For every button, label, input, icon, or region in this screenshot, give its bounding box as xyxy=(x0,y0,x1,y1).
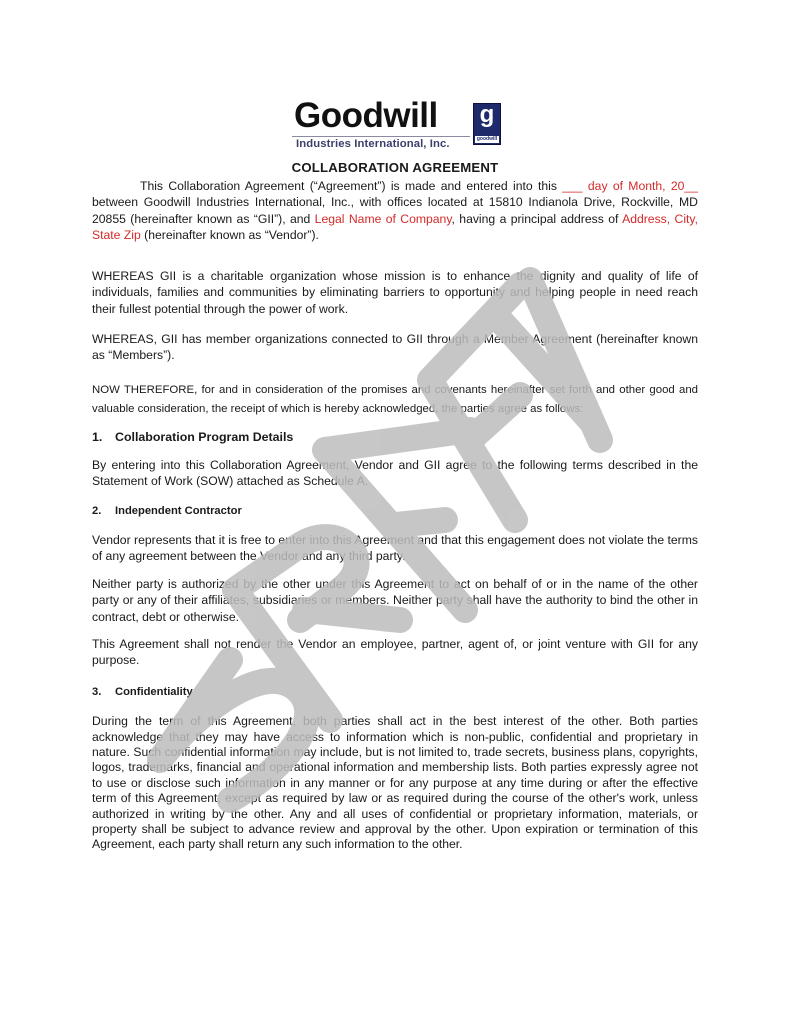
logo-wordmark: Goodwill xyxy=(294,96,438,135)
whereas-paragraph-2: WHEREAS, GII has member organizations connected to GII through a Member Agreement (hereinafter known as “Members”). xyxy=(92,332,698,363)
now-therefore-paragraph: NOW THEREFORE, for and in consideration of the promises and covenants hereinafter set forth and other good and valuable consideration, the receipt of which is hereby acknowledged, the parties agree as follows: xyxy=(92,384,698,416)
logo-divider xyxy=(292,136,470,137)
goodwill-logo xyxy=(290,96,505,152)
address-placeholder: Address, City, State Zip xyxy=(92,211,698,242)
section-3-heading: 3. Confidentiality xyxy=(92,686,193,698)
logo-subtitle: Industries International, Inc. xyxy=(296,138,450,150)
section-2-paragraph-2: Neither party is authorized by the other under this Agreement to act on behalf of or in the name of the other party or any of their affiliates, subsidiaries or members. Neither party shall have the authority to bind the other in contract, debt or otherwise. xyxy=(92,577,698,624)
section-2-paragraph-1: Vendor represents that it is free to enter into this Agreement and that this engagement does not violate the terms of any agreement between the Vendor and any third party. xyxy=(92,533,698,564)
section-2-heading: 2. Independent Contractor xyxy=(92,505,242,517)
section-1-paragraph: By entering into this Collaboration Agreement, Vendor and GII agree to the following terms described in the Statement of Work (SOW) attached as Schedule A. xyxy=(92,458,698,489)
goodwill-smiling-g-icon: g goodwill xyxy=(473,103,501,145)
company-placeholder: Legal Name of Company xyxy=(314,211,452,226)
document-title: COLLABORATION AGREEMENT xyxy=(291,160,499,175)
intro-paragraph: This Collaboration Agreement (“Agreement”) is made and entered into this ___ day of Month, 20__ between Goodwill Industries International, Inc., with offices located at 15810 Indianola Drive, Rockville, MD 20855 (hereinafter known as “GII”), and Legal Name of Company, having a principal address of Address, City, State Zip (hereinafter known as “Vendor”). xyxy=(92,179,698,242)
section-1-heading: 1. Collaboration Program Details xyxy=(92,430,294,444)
whereas-paragraph-1: WHEREAS GII is a charitable organization whose mission is to enhance the dignity and quality of life of individuals, families and communities by eliminating barriers to opportunity and helping people in need reach their fullest potential through the power of work. xyxy=(92,269,698,316)
section-2-paragraph-3: This Agreement shall not render the Vendor an employee, partner, agent of, or joint venture with GII for any purpose. xyxy=(92,637,698,668)
section-3-paragraph: During the term of this Agreement, both parties shall act in the best interest of the other. Both parties acknowledge that they may have access to information which is non-public, confidential and proprietary in nature. Such confidential information may include, but is not limited to, trade secrets, business plans, copyrights, logos, trademarks, financial and operational information and membership lists. Both parties expressly agree not to use or disclose such information in any manner or for any purpose at any time during or after the effective term of this Agreement, except as required by law or as required during the course of the other's work, unless authorized in writing by the other. Any and all uses of confidential or proprietary information, materials, or property shall be subject to advance review and approval by the other. Upon expiration or termination of this Agreement, each party shall return any such information to the other. xyxy=(92,714,698,852)
date-placeholder: ___ day of Month, 20__ xyxy=(562,179,698,194)
